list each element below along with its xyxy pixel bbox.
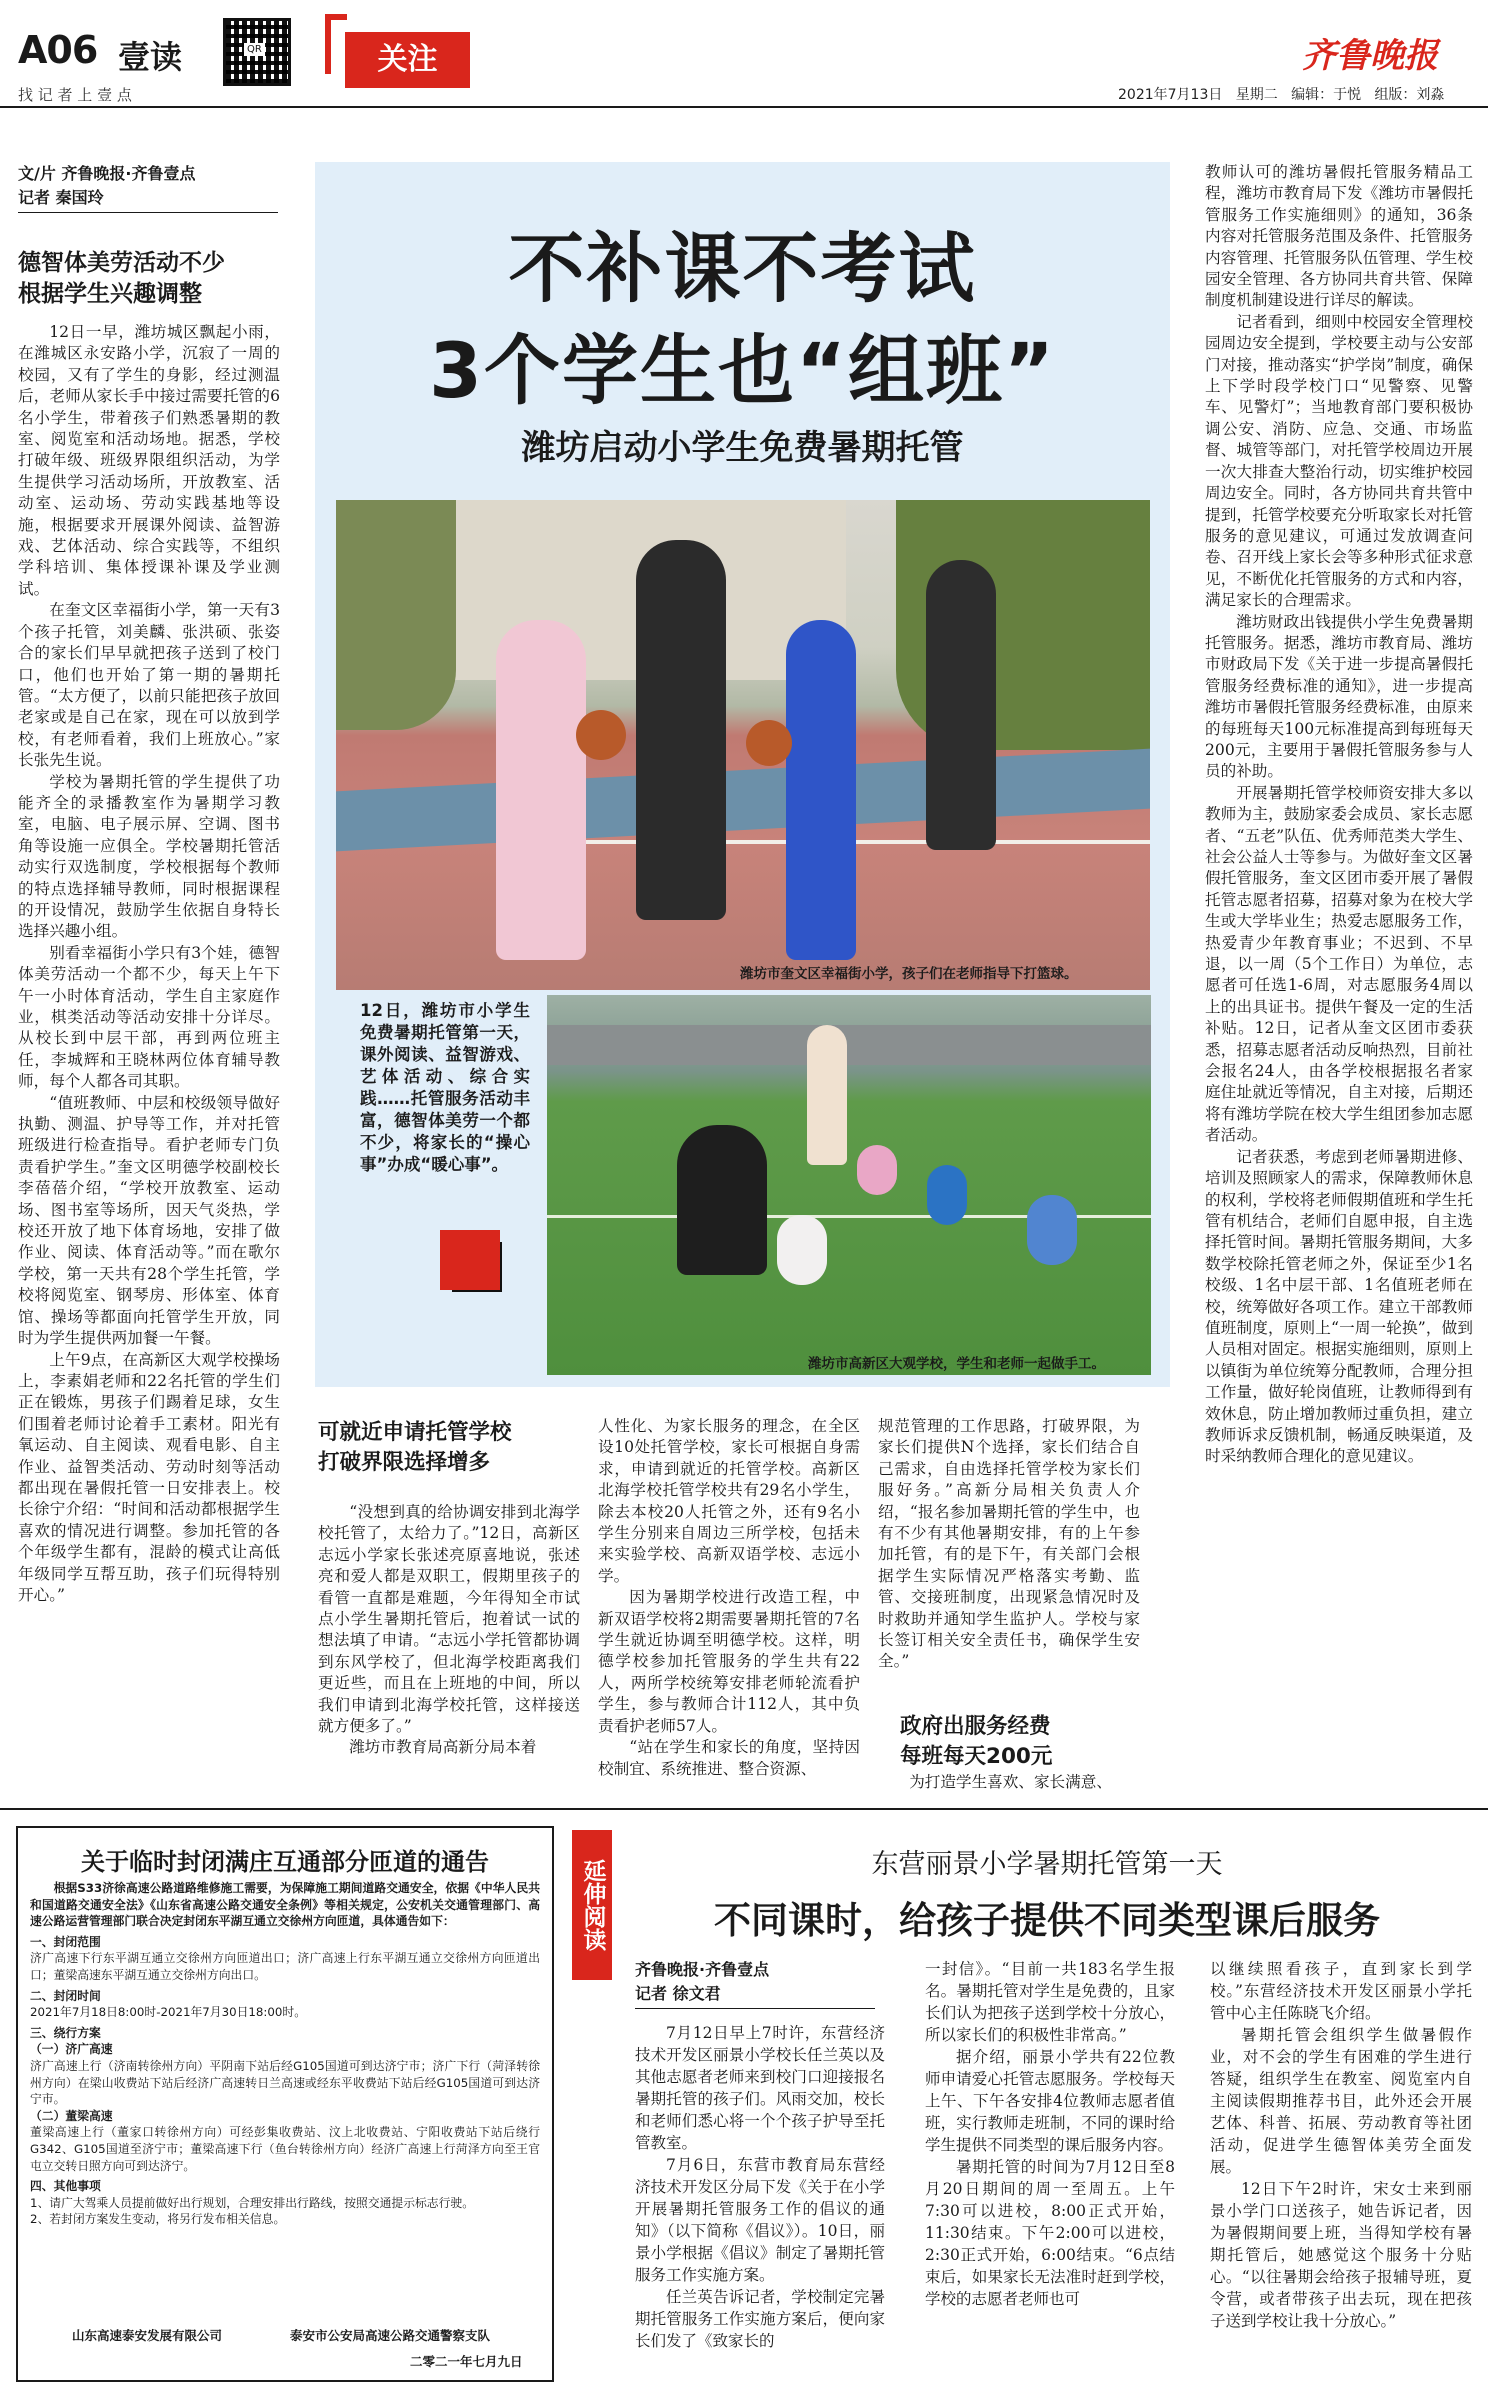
col4-paragraph: 规范管理的工作思路，打破界限，为家长们提供N个选择，家长们结合自己需求，自由选择托管学校为家长们服好务。”高新分局相关负责人介绍，“报名参加暑期托管的学生中，也有不少有其他暑期安排，有的上午参加托管，有的是下午，有关部门会根据学生实际情况严格落实考勤、监管、交接班制度，出现紧急情况时及时救助并通知学生监护人。学校与家长签订相关安全责任书，确保学生安全。” (878, 1417, 1140, 1671)
col1-paragraph: 12日一早，潍坊城区飘起小雨，在潍城区永安路小学，沉寂了一周的校园，又有了学生的身影，经过测温后，老师从家长手中接过需要托管的6名小学生，带着孩子们熟悉暑期的教室、阅览室和活动场地。据悉，学校打破年级、班级界限组织活动，为学生提供学习活动场所，开放教室、活动室、运动场、劳动实践基地等设施，根据要求开展课外阅读、益智游戏、艺体活动、综合实践等，不组织学科培训、集体授课补课及学业测试。 (18, 323, 280, 598)
col1-paragraph: 学校为暑期托管的学生提供了功能齐全的录播教室作为暑期学习教室，电脑、电子展示屏、空调、图书角等设施一应俱全。学校暑期托管活动实行双选制度，学校根据每个教师的特点选择辅导教师，同时根据课程的开设情况，鼓励学生依据自身特长选择兴趣小组。 (18, 772, 280, 941)
photo-handcraft (547, 995, 1151, 1375)
notice-intro: 根据S33济徐高速公路道路维修施工需要，为保障施工期间道路交通安全，依据《中华人民共和国道路交通安全法》《山东省高速公路交通安全条例》等相关规定，公安机关交通管理部门、高速公路运营管理部门联合决定封闭东平湖互通立交徐州方向匝道，具体通告如下： (30, 1881, 540, 1929)
section-rule (0, 1808, 1488, 1810)
page-number: A06 (18, 28, 98, 72)
person-boy (786, 620, 856, 960)
col2-paragraph: 潍坊市教育局高新分局本着 (349, 1738, 537, 1757)
photo1-caption: 潍坊市奎文区幸福街小学，孩子们在老师指导下打篮球。 (740, 966, 1078, 982)
col1-paragraph: 别看幸福街小学只有3个娃，德智体美劳活动一个都不少，每天上午下午一小时体育活动，学生自主家庭作业，棋类活动等活动安排十分详尽。从校长到中层干部，再到两位班主任，李城辉和王晓林两位体育辅导教师，每个人都各司其职。 (18, 943, 280, 1091)
col1-paragraph: 上午9点，在高新区大观学校操场上，李素娟老师和22名托管的学生们正在锻炼，男孩子们踢着足球，女生们围着老师讨论着手工素材。阳光有氧运动、自主阅读、观看电影、自主作业、益智类活动、劳动时刻等活动都出现在暑假托管一日安排表上。校长徐宁介绍：“时间和活动都根据学生喜欢的情况进行调整。参加托管的各个年级学生都有，混龄的模式让高低年级同学互帮互助，孩子们玩得特别开心。” (18, 1350, 280, 1604)
notice-s1-text: 济广高速下行东平湖互通立交徐州方向匝道出口；济广高速上行东平湖互通立交徐州方向匝道出口；董梁高速东平湖互通立交徐州方向出口。 (30, 1951, 540, 1982)
extend-col2-paragraph: 据介绍，丽景小学共有22位教师申请爱心托管志愿服务。学校每天上午、下午各安排4位教师志愿者值班，实行教师走班制，不同的课时给学生提供不同类型的课后服务内容。 (925, 2048, 1175, 2154)
col3-paragraph: 人性化、为家长服务的理念，在全区设10处托管学校，家长可根据自身需求，申请到就近的托管学校。高新区北海学校托管学校共有29名小学生，除去本校20人托管之外，还有9名小学生分别来自周边三所学校，包括未来实验学校、高新双语学校、志远小学。 (598, 1417, 860, 1585)
col5-paragraph: 潍坊财政出钱提供小学生免费暑期托管服务。据悉，潍坊市教育局、潍坊市财政局下发《关于进一步提高暑假托管服务经费标准的通知》，进一步提高潍坊市暑假托管服务经费标准，由原来的每班每天100元标准提高到每班每天200元，主要用于暑假托管服务参与人员的补助。 (1205, 612, 1473, 781)
extend-col1-paragraph: 7月12日早上7时许，东营经济技术开发区丽景小学校长任兰英以及其他志愿者老师来到校门口迎接报名暑期托管的孩子们。风雨交加，校长和老师们悉心将一个个孩子护导至托管教室。 (635, 2024, 885, 2152)
col4-tail-text: 为打造学生喜欢、家长满意、 (909, 1773, 1112, 1791)
extend-col1 (635, 2022, 885, 2384)
feature-subtitle: 潍坊启动小学生免费暑期托管 (521, 428, 964, 468)
extend-col2 (925, 1958, 1175, 2384)
notice-s3-title: 三、绕行方案 (30, 2025, 101, 2040)
fence-shape (547, 1025, 1151, 1065)
col1-paragraph: 在奎文区幸福街小学，第一天有3个孩子托管，刘美麟、张洪硕、张姿合的家长们早早就把孩子送到了校门口，他们也开始了第一期的暑期托管。“太方便了，以前只能把孩子放回老家或是自己在家，现在可以放到学校，有老师看着，我们上班放心。”家长张先生说。 (18, 601, 280, 770)
notice-s2-text: 2021年7月18日8:00时-2021年7月30日18:00时。 (30, 2005, 306, 2020)
extend-byline-1: 齐鲁晚报·齐鲁壹点 (635, 1960, 770, 1979)
feature-sidebar: 12日，潍坊市小学生免费暑期托管第一天，课外阅读、益智游戏、艺体活动、综合实践……托管服务活动丰富，德智体美劳一个都不少，将家长的“操心事”办成“暖心事”。 (360, 1001, 530, 1174)
col5-paragraph: 教师认可的潍坊暑假托管服务精品工程，潍坊市教育局下发《潍坊市暑假托管服务工作实施细则》的通知，36条内容对托管服务范围及条件、托管服务内容管理、托管服务队伍管理、学生校园安全管理、各方协同共育共管、保障制度机制建设进行详尽的解读。 (1205, 163, 1473, 310)
header-meta (1118, 84, 1444, 104)
tag-label: 关注 (377, 42, 438, 77)
notice-s3-b: （二）董梁高速 (30, 2108, 113, 2123)
article-col5 (1205, 162, 1473, 1792)
extend-col1-paragraph: 7月6日，东营市教育局东营经济技术开发区分局下发《关于在小学开展暑期托管服务工作的倡议的通知》（以下简称《倡议》）。10日，丽景小学根据《倡议》制定了暑期托管服务工作实施方案。 (635, 2156, 885, 2284)
notice-sign-left: 山东高速泰安发展有限公司 (72, 2328, 223, 2343)
extend-col3 (1210, 1958, 1472, 2384)
article-col4 (878, 1416, 1140, 1706)
person-child-pink (857, 1145, 897, 1195)
basketball-icon-2 (746, 720, 792, 766)
extend-tag (572, 1830, 612, 1980)
col5-paragraph: 开展暑期托管学校师资安排大多以教师为主，鼓励家委会成员、家长志愿者、“五老”队伍、优秀师范类大学生、社会公益人士等参与。为做好奎文区暑假托管服务，奎文区团市委开展了暑假托管志愿者招募，招募对象为在校大学生或大学毕业生；热爱志愿服务工作，热爱青少年教育事业；不迟到、不早退，以一周（5个工作日）为单位，志愿者可任选1-6周，对志愿服务4周以上的出具证书。提供午餐及一定的生活补贴。12日，记者从奎文区团市委获悉，招募志愿者活动反响热烈，目前社会报名24人，由各学校根据报名者家庭住址就近等情况，自主对接，后期还将有潍坊学院在校大学生组团参加志愿者活动。 (1205, 783, 1473, 1145)
feature-title-1: 不补课不考试 (508, 224, 977, 313)
person-girl-standing (807, 1025, 847, 1165)
notice-s1-title: 一、封闭范围 (30, 1934, 101, 1949)
red-square-shadow (452, 1242, 502, 1292)
extend-byline-rule (635, 2008, 875, 2009)
extend-col1-paragraph: 任兰英告诉记者，学校制定完暑期托管服务工作实施方案后，便向家长们发了《致家长的 (635, 2288, 885, 2350)
extend-byline (635, 1958, 769, 2006)
notice-s4-text: 1、请广大驾乘人员提前做好出行规划，合理安排出行路线，按照交通提示标志行驶。 2、若封闭方案发生变动，将另行发布相关信息。 (30, 2195, 474, 2227)
trees-shape (336, 500, 456, 730)
basketball-icon (576, 710, 626, 760)
tag-box (345, 32, 470, 88)
header-date: 2021年7月13日 (1118, 87, 1223, 103)
tag-bracket-icon (325, 14, 347, 74)
person-child-white (777, 1215, 827, 1285)
notice-sign-right: 泰安市公安局高速公路交通警察支队 (290, 2328, 491, 2343)
brand-logo: 齐鲁晚报 (1302, 36, 1438, 76)
header-subline: 找 记 者 上 壹 点 (18, 86, 132, 104)
byline-main (18, 162, 196, 210)
extend-col3-paragraph: 12日下午2时许，宋女士来到丽景小学门口送孩子，她告诉记者，因为暑假期间要上班，当得知学校有暑期托管后，她感觉这个服务十分贴心。“以往暑期会给孩子报辅导班，夏令营，或者带孩子出去玩，现在把孩子送到学校让我十分放心。” (1210, 2180, 1472, 2330)
notice-s2-title: 二、封闭时间 (30, 1988, 101, 2003)
extend-col3-paragraph: 暑期托管会组织学生做暑假作业，对不会的学生有困难的学生进行答疑，组织学生在教室、阅览室内自主阅读假期推荐书目，此外还会开展艺体、科普、拓展、劳动教育等社团活动，促进学生德智体美劳全面发展。 (1210, 2026, 1472, 2176)
extend-col2-paragraph: 一封信》。“目前一共183名学生报名。暑期托管对学生是免费的，且家长们认为把孩子送到学校十分放心，所以家长们的积极性非常高。” (925, 1960, 1175, 2044)
notice-title: 关于临时封闭满庄互通部分匝道的通告 (81, 1848, 489, 1876)
article-col2 (318, 1502, 580, 1792)
person-teacher-sitting (677, 1125, 767, 1275)
court-blue (336, 749, 1150, 852)
header-weekday: 星期二 (1235, 87, 1278, 103)
byline-line1: 文/片 齐鲁晚报·齐鲁壹点 (18, 164, 196, 183)
col5-paragraph: 记者看到，细则中校园安全管理校园周边安全提到，学校要主动与公安部门对接，推动落实“护学岗”制度，确保上下学时段学校门口“见警察、见警车、见警灯”；当地教育部门要积极协调公安、消防、应急、交通、市场监督、城管等部门，对托管学校周边开展一次大排查大整治行动，切实维护校园周边安全。同时，各方协同共育共管中提到，托管学校要充分听取家长对托管服务的意见建议，可通过发放调查问卷、召开线上家长会等多种形式征求意见，不断优化托管服务的方式和内容，满足家长的合理需求。 (1205, 312, 1473, 610)
header-rule (0, 106, 1488, 108)
header-designer: 组版：刘淼 (1374, 87, 1445, 103)
extend-col2-paragraph: 暑期托管的时间为7月12日至8月20日期间的周一至周五。上午7:30可以进校，8:00正式开始，11:30结束。下午2:00可以进校，2:30正式开始，6:00结束。“6点结束后，如果家长无法准时赶到学校，学校的志愿者老师也可 (925, 2158, 1175, 2308)
extend-col3-paragraph: 以继续照看孩子，直到家长到学校。”东营经济技术开发区丽景小学托管中心主任陈晓飞介绍。 (1210, 1960, 1472, 2022)
notice-s4-title: 四、其他事项 (30, 2179, 101, 2194)
qr-code (223, 18, 291, 86)
header-editor: 编辑：于悦 (1291, 87, 1362, 103)
notice-s3-a-text: 济广高速上行（济南转徐州方向）平阴南下站后经G105国道可到达济宁市；济广下行（菏泽转徐州方向）在梁山收费站下站后经济广高速转日兰高速或经东平收费站下站后经G105国道可到达济宁市。 (30, 2058, 540, 2107)
notice-date: 二零二一年七月九日 (410, 2354, 523, 2369)
extend-kicker: 东营丽景小学暑期托管第一天 (871, 1849, 1223, 1880)
col3-paragraph: “站在学生和家长的角度，坚持因校制宜、系统推进、整合资源、 (598, 1738, 860, 1778)
col2-paragraph: “没想到真的给协调安排到北海学校托管了，太给力了。”12日，高新区志远小学家长张述亮原喜地说，张述亮和爱人都是双职工，假期里孩子的看管一直都是难题，今年得知全市试点小学生暑期托管后，抱着试一试的想法填了申请。“志远小学托管都协调到东风学校了，但北海学校距离我们更近些，而且在上班地的中间，所以我们申请到北海学校托管，这样接送就方便多了。” (318, 1503, 580, 1736)
extend-headline: 不同课时，给孩子提供不同类型课后服务 (714, 1899, 1380, 1942)
article-col1 (18, 322, 280, 1792)
notice-s3-a: （一）济广高速 (30, 2042, 113, 2057)
extend-tag-label: 延伸阅读 (579, 1859, 606, 1951)
col1-paragraph: “值班教师、中层和校级领导做好执勤、测温、护导等工作，并对托管班级进行检查指导。看护老师专门负责看护学生。”奎文区明德学校副校长李蓓蓓介绍，“学校开放教室、运动场、图书室等场所，因天气炎热，学校还开放了地下体育场地，安排了做作业、阅读、体育活动等。”而在歌尔学校，第一天共有28个学生托管，学校将阅览室、钢琴房、形体室、体育馆、操场等都面向托管学生开放，同时为学生提供两加餐一午餐。 (18, 1093, 280, 1348)
photo-basketball (336, 500, 1150, 990)
qr-label: QR (244, 43, 265, 56)
gov-headline: 政府出服务经费 每班每天200元 (900, 1714, 1053, 1769)
byline-rule (18, 212, 278, 213)
mid-headline: 可就近申请托管学校 打破界限选择增多 (318, 1420, 512, 1475)
extend-byline-2: 记者 徐文君 (635, 1984, 721, 2003)
section-name: 壹读 (118, 38, 183, 76)
person-girl (496, 620, 586, 960)
byline-line2: 记者 秦国玲 (18, 188, 104, 207)
col4-tail (878, 1772, 1140, 1793)
notice-body (30, 1880, 540, 2228)
feature-title-2: 3个学生也“组班” (429, 326, 1056, 415)
person-teacher (926, 560, 996, 850)
article-col3 (598, 1416, 860, 1792)
photo2-caption: 潍坊市高新区大观学校，学生和老师一起做手工。 (808, 1356, 1105, 1372)
col3-paragraph: 因为暑期学校进行改造工程，中新双语学校将2期需要暑期托管的7名学生就近协调至明德学校。这样，明德学校参加托管服务的学生共有22人，两所学校统筹安排老师轮流看护学生，参与教师合计112人，其中负责看护老师57人。 (598, 1588, 860, 1735)
col5-paragraph: 记者获悉，考虑到老师暑期进修、培训及照顾家人的需求，保障教师休息的权利，学校将老师假期值班和学生托管有机结合，老师们自愿申报，自主选择托管时间。暑期托管服务期间，大多数学校除托管老师之外，保证至少1名校级、1名中层干部、1名值班老师在校，统筹做好各项工作。建立干部教师值班制度，原则上“一周一轮换”，做到人员相对固定。根据实施细则，原则上以镇街为单位统筹分配教师，合理分担工作量，做好轮岗值班，让教师得到有效休息，防止增加教师过重负担，建立教师诉求反馈机制，畅通反映渠道，及时采纳教师合理化的意见建议。 (1205, 1147, 1473, 1466)
person-child-blue (927, 1165, 967, 1225)
person-child-blue2 (1027, 1195, 1077, 1265)
left-headline: 德智体美劳活动不少 根据学生兴趣调整 (18, 250, 225, 307)
person-coach (636, 540, 726, 920)
notice-s3-b-text: 董梁高速上行（董家口转徐州方向）可经彭集收费站、汶上北收费站、宁阳收费站下站后绕行G342、G105国道至济宁市；董梁高速下行（鱼台转徐州方向）经济广高速上行菏泽方向至王官屯立交转日照方向可到达济宁。 (30, 2125, 540, 2173)
